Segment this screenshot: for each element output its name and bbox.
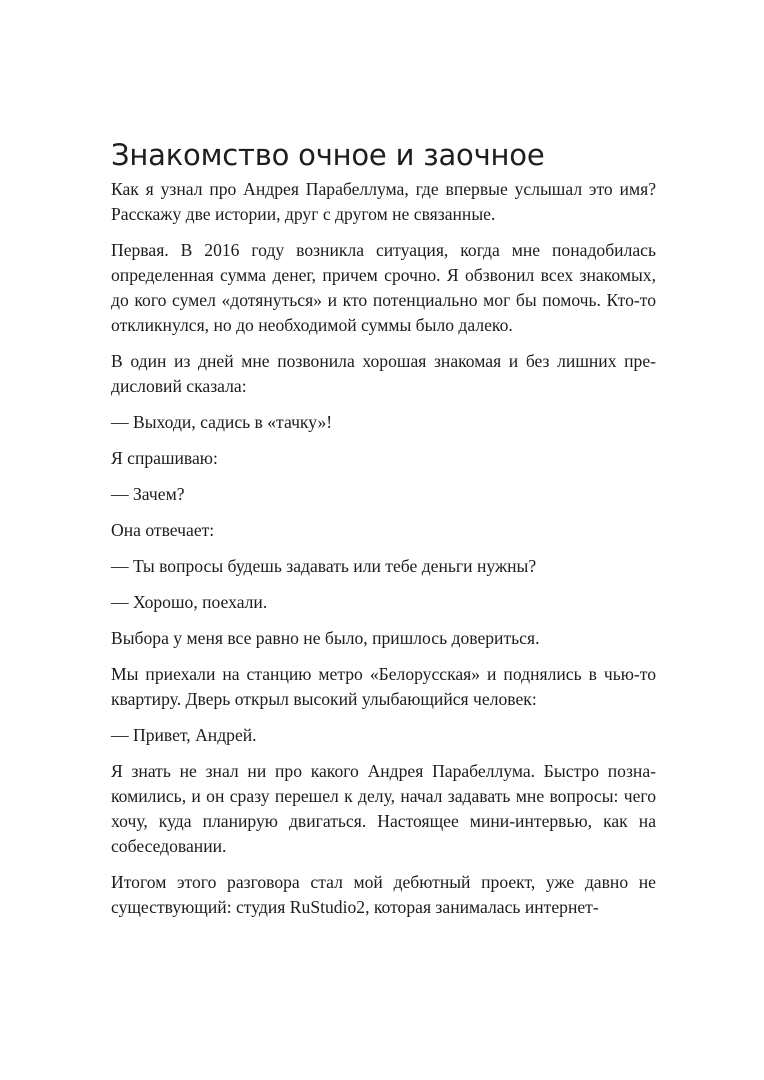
paragraph: Выбора у меня все равно не было, пришлось довериться. (111, 628, 540, 648)
dialogue-line: — Ты вопросы будешь задавать или тебе деньги нужны? (111, 556, 537, 576)
paragraph: Итогом этого разговора стал мой дебютный проект, уже давно не существующий: студия RuStudio2, которая занималась интернет- (111, 872, 656, 917)
paragraph: Первая. В 2016 году возникла ситуация, когда мне понадобилась определенная сумма денег, причем срочно. Я обзвонил всех знакомых, до кого сумел «дотянуться» и кто потенциально мог бы помочь. Кто-то откликнулся, но до необходимой суммы было далеко. (111, 240, 656, 335)
dialogue-line: — Хорошо, поехали. (111, 592, 268, 612)
paragraph: В один из дней мне позвонила хорошая знакомая и без лишних предисловий сказала: (111, 351, 656, 396)
body-text (111, 177, 656, 920)
paragraph: Она отвечает: (111, 520, 215, 540)
paragraph: Я знать не знал ни про какого Андрея Парабеллума. Быстро познакомились, и он сразу перешел к делу, начал задавать мне вопросы: чего хочу, куда планирую двигаться. Настоящее мини-интервью, как на собеседовании. (111, 761, 656, 856)
dialogue-line: — Выходи, садись в «тачку»! (111, 412, 333, 432)
paragraph: Мы приехали на станцию метро «Белорусская» и поднялись в чью-то квартиру. Дверь открыл высокий улыбающийся человек: (111, 664, 656, 709)
dialogue-line: — Зачем? (111, 484, 185, 504)
paragraph: Как я узнал про Андрея Парабеллума, где впервые услышал это имя? Расскажу две истории, друг с другом не связанные. (111, 179, 656, 224)
chapter-title: Знакомство очное и заочное (111, 138, 545, 172)
dialogue-line: — Привет, Андрей. (111, 725, 257, 745)
paragraph: Я спрашиваю: (111, 448, 218, 468)
